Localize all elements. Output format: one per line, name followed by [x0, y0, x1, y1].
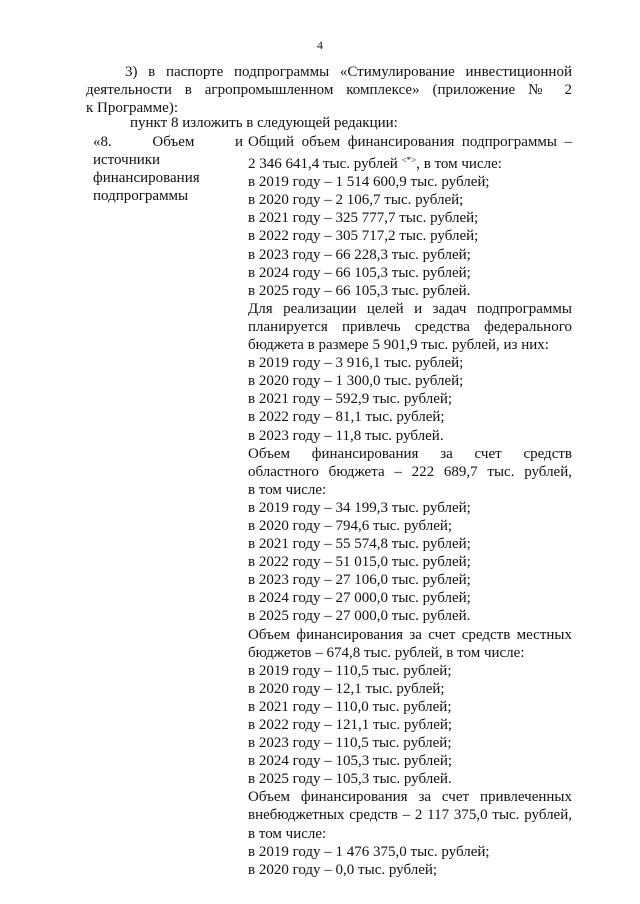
financing-line: в 2020 году – 1 300,0 тыс. рублей; [248, 373, 464, 390]
financing-line: в 2020 году – 12,1 тыс. рублей; [248, 680, 445, 697]
intro-line-3: к Программе): [86, 100, 178, 116]
intro-paragraph-cont [86, 81, 572, 117]
financing-line: в 2022 году – 81,1 тыс. рублей; [248, 409, 445, 426]
financing-line: в 2024 году – 27 000,0 тыс. рублей; [248, 590, 471, 607]
financing-line: в 2019 году – 1 476 375,0 тыс. рублей; [248, 843, 490, 860]
financing-line: внебюджетных средств – 2 117 375,0 тыс. рублей, [248, 807, 572, 824]
financing-line: в 2023 году – 66 228,3 тыс. рублей; [248, 246, 471, 263]
financing-line: в 2019 году – 1 514 600,9 тыс. рублей; [248, 174, 490, 191]
intro-line-1: 3) в паспорте подпрограммы «Стимулирование инвестиционной [125, 64, 572, 80]
financing-line: в 2025 году – 66 105,3 тыс. рублей. [248, 282, 471, 299]
financing-line: в 2024 году – 105,3 тыс. рублей; [248, 753, 453, 770]
item-number: «8. [93, 134, 112, 150]
financing-line: в 2023 году – 27 106,0 тыс. рублей; [248, 572, 471, 589]
financing-line: Для реализации целей и задач подпрограммы [248, 300, 572, 317]
financing-line: в 2019 году – 3 916,1 тыс. рублей; [248, 355, 464, 372]
intro-line-2: деятельности в агропромышленном комплексе» (приложение № 2 [86, 82, 572, 98]
financing-line: в 2021 году – 592,9 тыс. рублей; [248, 391, 453, 408]
financing-line: в том числе: [248, 825, 327, 842]
financing-line: в 2025 году – 27 000,0 тыс. рублей. [248, 608, 471, 625]
footnote-marker: <*> [401, 155, 417, 166]
label-line-4: подпрограммы [93, 188, 189, 204]
financing-line: в 2020 году – 0,0 тыс. рублей; [248, 861, 438, 878]
intro-paragraph [86, 63, 572, 81]
label-line-3: финансирования [93, 170, 200, 186]
financing-line: в 2022 году – 121,1 тыс. рублей; [248, 717, 453, 733]
financing-line: Объем финансирования за счет привлеченных [248, 789, 572, 806]
financing-line: в 2022 году – 305 717,2 тыс. рублей; [248, 228, 479, 245]
label-word-volume: Объем [152, 134, 195, 150]
financing-line: в 2021 году – 325 777,7 тыс. рублей; [248, 210, 479, 227]
financing-line: бюджета в размере 5 901,9 тыс. рублей, из них: [248, 337, 549, 354]
financing-line: в 2025 году – 105,3 тыс. рублей. [248, 771, 452, 788]
financing-line: в 2023 году – 11,8 тыс. рублей. [248, 427, 444, 444]
passport-item-label [93, 133, 243, 205]
financing-line: в 2021 году – 110,0 тыс. рублей; [248, 698, 452, 715]
label-line-1 [93, 133, 243, 151]
financing-line: в 2020 году – 2 106,7 тыс. рублей; [248, 192, 464, 209]
financing-line: Общий объем финансирования подпрограммы – [248, 134, 572, 150]
financing-details [248, 133, 572, 879]
financing-line: в 2024 году – 66 105,3 тыс. рублей; [248, 264, 471, 281]
financing-line: в 2020 году – 794,6 тыс. рублей; [248, 517, 453, 534]
label-line-2: источники [93, 152, 161, 168]
financing-line: Объем финансирования за счет средств местных [248, 626, 572, 643]
financing-line: в том числе: [248, 481, 327, 498]
financing-line: в 2023 году – 110,5 тыс. рублей; [248, 735, 452, 752]
financing-line: областного бюджета – 222 689,7 тыс. рублей, [248, 463, 572, 480]
financing-line: в 2019 году – 34 199,3 тыс. рублей; [248, 499, 471, 516]
page-number: 4 [317, 38, 323, 52]
financing-line: в 2022 году – 51 015,0 тыс. рублей; [248, 554, 471, 571]
financing-line: 2 346 641,4 тыс. рублей <*>, в том числе: [248, 155, 502, 173]
label-word-and: и [234, 134, 243, 150]
financing-line: бюджетов – 674,8 тыс. рублей, в том числе: [248, 644, 525, 661]
instruction-text: пункт 8 изложить в следующей редакции: [130, 115, 398, 131]
financing-line: в 2019 году – 110,5 тыс. рублей; [248, 662, 452, 679]
financing-line: в 2021 году – 55 574,8 тыс. рублей; [248, 536, 471, 553]
financing-line: Объем финансирования за счет средств [248, 445, 572, 462]
financing-line: планируется привлечь средства федерального [248, 318, 572, 335]
